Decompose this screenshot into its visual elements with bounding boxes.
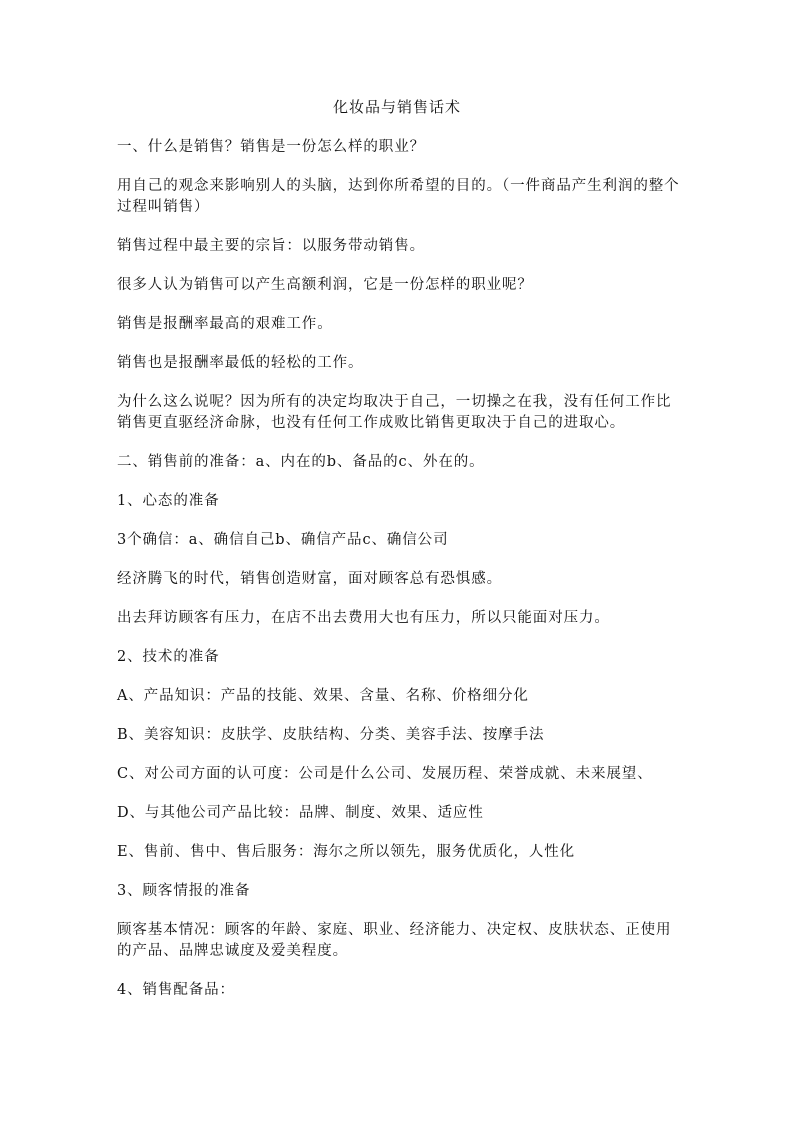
paragraph-question: 很多人认为销售可以产生高额利润，它是一份怎样的职业呢？	[117, 277, 533, 293]
section-heading-what-is-sales: 一、什么是销售？销售是一份怎么样的职业？	[117, 139, 425, 155]
document-title: 化妆品与销售话术	[332, 98, 461, 116]
paragraph-lowest-pay: 销售也是报酬率最低的轻松的工作。	[117, 355, 364, 371]
item-b-beauty-knowledge: B、美容知识：皮肤学、皮肤结构、分类、美容手法、按摩手法	[117, 727, 545, 743]
paragraph-economy: 经济腾飞的时代，销售创造财富，面对顾客总有恐惧感。	[117, 571, 502, 587]
paragraph-highest-pay: 销售是报酬率最高的艰难工作。	[117, 316, 333, 332]
paragraph-three-beliefs: 3个确信：a、确信自己b、确信产品c、确信公司	[117, 532, 449, 548]
subheading-customer-info: 3、顾客情报的准备	[117, 883, 251, 899]
paragraph-explanation: 为什么这么说呢？因为所有的决定均取决于自己，一切操之在我，没有任何工作比销售更直驱经济命脉，也没有任何工作成败比销售更取决于自己的进取心。	[117, 394, 672, 431]
section-heading-preparation: 二、销售前的准备：a、内在的b、备品的c、外在的。	[117, 454, 485, 470]
item-e-service: E、售前、售中、售后服务：海尔之所以领先，服务优质化，人性化	[117, 844, 576, 860]
document-body	[117, 137, 683, 1019]
paragraph-definition: 用自己的观念来影响别人的头脑，达到你所希望的目的。（一件商品产生利润的整个过程叫销售）	[117, 178, 680, 215]
item-d-comparison: D、与其他公司产品比较：品牌、制度、效果、适应性	[117, 805, 484, 821]
paragraph-customer-basics: 顾客基本情况：顾客的年龄、家庭、职业、经济能力、决定权、皮肤状态、正使用的产品、品牌忠诚度及爱美程度。	[117, 922, 672, 959]
subheading-mindset: 1、心态的准备	[117, 493, 220, 509]
item-a-product-knowledge: A、产品知识：产品的技能、效果、含量、名称、价格细分化	[117, 688, 529, 704]
item-c-company-recognition: C、对公司方面的认可度：公司是什么公司、发展历程、荣誉成就、未来展望、	[117, 766, 653, 782]
subheading-sales-supplies: 4、销售配备品：	[117, 982, 235, 998]
paragraph-pressure: 出去拜访顾客有压力，在店不出去费用大也有压力，所以只能面对压力。	[117, 610, 610, 626]
subheading-technique: 2、技术的准备	[117, 649, 220, 665]
paragraph-purpose: 销售过程中最主要的宗旨：以服务带动销售。	[117, 238, 425, 254]
